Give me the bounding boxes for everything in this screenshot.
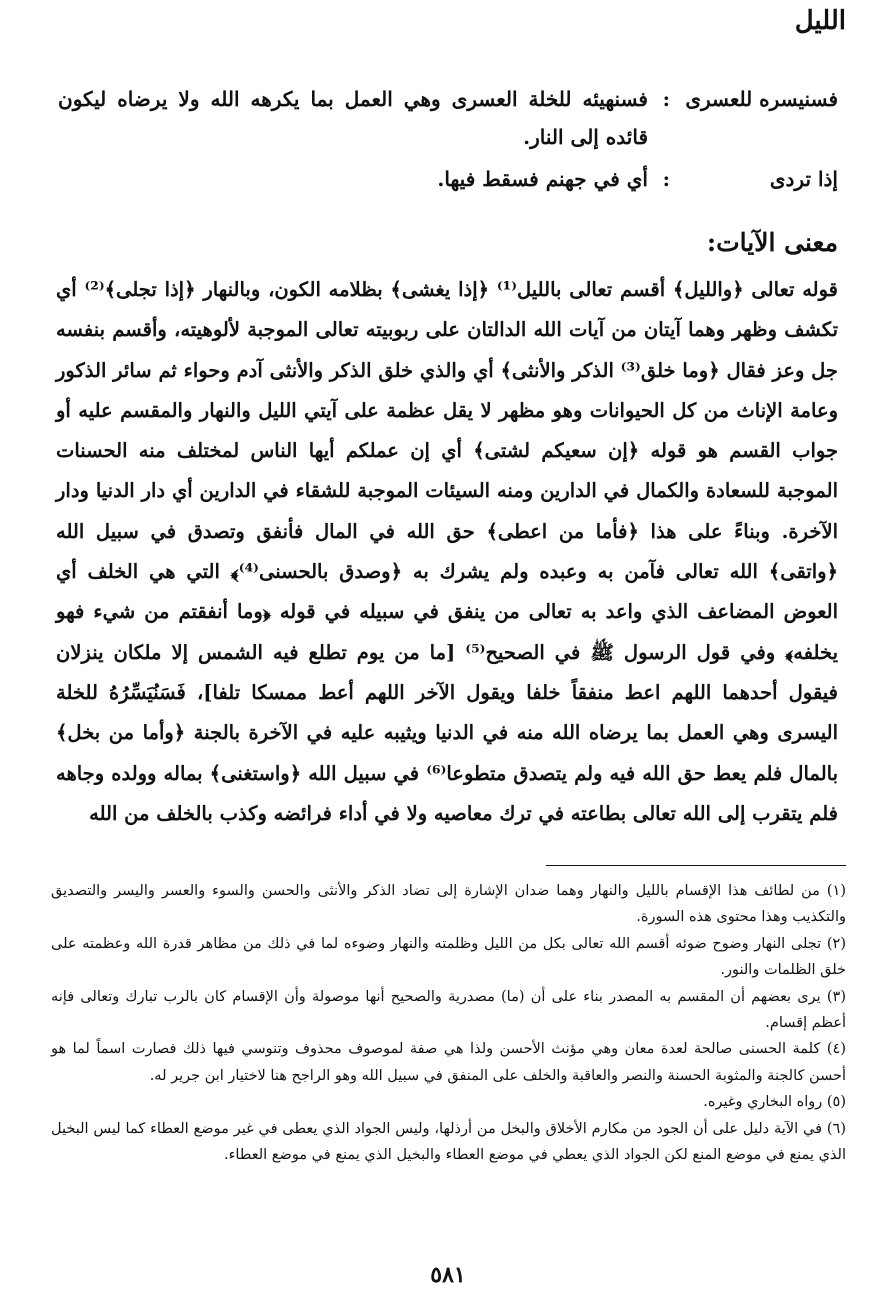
footnote-separator bbox=[546, 865, 846, 866]
footnote: (١) من لطائف هذا الإقسام بالليل والنهار وهما ضدان الإشارة إلى تضاد الذكر والأنثى والحسن والسوء والعسر واليسر والتصديق والتكذيب وهذا محتوى هذه السورة. bbox=[51, 883, 846, 926]
glossary-entry bbox=[58, 160, 838, 198]
glossary-entry bbox=[58, 80, 838, 156]
footnote: (٣) يرى بعضهم أن المقسم به المصدر بناء على أن (ما) مصدرية والصحيح أنها موصولة وأن الإقسام كان بالرب تبارك وتعالى فإنه أعظم إقسام. bbox=[51, 988, 846, 1032]
glossary-separator: : bbox=[662, 87, 670, 111]
running-header-title: الليل bbox=[794, 6, 846, 36]
footnote: (٦) في الآية دليل على أن الجود من مكارم الأخلاق والبخل من أرذلها، وليس الجواد الذي يعطى في غير موضع العطاء كما ليس البخيل الذي يمنع في موضع المنع لكن الجواد الذي يعطي في موضع العطاء والبخيل الذي يمنع في موضع العطاء. bbox=[51, 1120, 846, 1164]
glossary-separator: : bbox=[662, 167, 670, 191]
commentary-body: قوله تعالى ﴿والليل﴾ أقسم تعالى بالليل⁽¹⁾ ﴿إذا يغشى﴾ بظلامه الكون، وبالنهار ﴿إذا تجلى﴾⁽²⁾ أي تكشف وظهر وهما آيتان من آيات الله الدالتان على ربوبيته تعالى الموجبة لألوهيته، وأقسم بنفسه جل وعز فقال ﴿وما خلق⁽³⁾ الذكر والأنثى﴾ أي والذي خلق الذكر والأنثى آدم وحواء ثم سائر الذكور وعامة الإناث من كل الحيوانات وهو مظهر لا يقل عظمة على آيتي الليل والنهار والمقسم عليه أو جواب القسم هو قوله ﴿إن سعيكم لشتى﴾ أي إن عملكم أيها الناس لمختلف منه الحسنات الموجبة للسعادة والكمال في الدارين ومنه السيئات الموجبة للشقاء في الدارين أي دار الدنيا ودار الآخرة. وبناءً على هذا ﴿فأما من اعطى﴾ حق الله في المال فأنفق وتصدق في سبيل الله ﴿واتقى﴾ الله تعالى فآمن به وعبده ولم يشرك به ﴿وصدق بالحسنى⁽⁴⁾﴾ التي هي الخلف أي العوض المضاعف الذي واعد به تعالى من ينفق في سبيله في قوله ﴿وما أنفقتم من شيء فهو يخلفه﴾ وفي قول الرسول ﷺ في الصحيح⁽⁵⁾ [ما من يوم تطلع فيه الشمس إلا ملكان ينزلان فيقول أحدهما اللهم اعط منفقاً خلفا ويقول الآخر اللهم أعط ممسكا تلفا]، فَسَنُيَسِّرُهُ للخلة اليسرى وهي العمل بما يرضاه الله منه في الدنيا ويثيبه عليه في الآخرة بالجنة ﴿وأما من بخل﴾ بالمال فلم يعط حق الله فيه ولم يتصدق متطوعا⁽⁶⁾ في سبيل الله ﴿واستغنى﴾ بماله وولده وجاهه فلم يتقرب إلى الله تعالى بطاعته في ترك معاصيه ولا في أداء فرائضه وكذب بالخلف من الله bbox=[56, 278, 839, 825]
glossary-term: إذا تردى bbox=[769, 167, 838, 191]
glossary-definition: فسنهيئه للخلة العسرى وهي العمل بما يكرهه الله ولا يرضاه ليكون قائده إلى النار. bbox=[58, 87, 648, 149]
footnote: (٤) كلمة الحسنى صالحة لعدة معان وهي مؤنث الأحسن ولذا هي صفة لموصوف محذوف وتنوسي فيها ذلك فصارت اسماً لما هو أحسن كالجنة والمثوبة الحسنة والنصر والعاقبة والخلف على المنفق في سبيل الله وهو الراجح هنا لاختيار ابن جرير له. bbox=[51, 1041, 846, 1084]
glossary-term: فسنيسره للعسرى bbox=[685, 87, 838, 111]
footnote: (٥) رواه البخاري وغيره. bbox=[703, 1094, 846, 1111]
footnote: (٢) تجلى النهار وضوح ضوئه أقسم الله تعالى بكل من الليل وظلمته والنهار وضوءه لما في ذلك من مظاهر قدرة الله وعظمته على خلق الظلمات والنور. bbox=[51, 935, 846, 979]
section-heading: معنى الآيات: bbox=[706, 228, 838, 257]
glossary-definition: أي في جهنم فسقط فيها. bbox=[437, 167, 648, 191]
footnotes bbox=[51, 878, 846, 1168]
page-number: ٥٨١ bbox=[430, 1262, 466, 1288]
